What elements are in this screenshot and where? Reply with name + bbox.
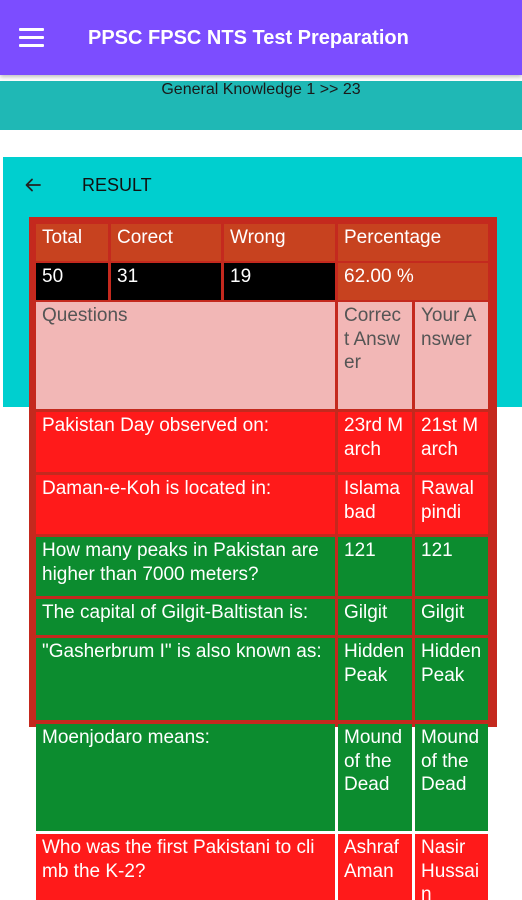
summary-percentage-value: 62.00 % xyxy=(338,263,488,300)
question-cell: Daman-e-Koh is located in: xyxy=(36,475,335,534)
question-cell: "Gasherbrum I" is also known as: xyxy=(36,638,335,720)
summary-wrong-value: 19 xyxy=(224,263,335,300)
summary-correct-value: 31 xyxy=(111,263,221,300)
hamburger-menu-icon[interactable] xyxy=(19,28,44,47)
your-answer-cell: 121 xyxy=(415,537,488,596)
app-bar xyxy=(0,0,522,75)
summary-total-value: 50 xyxy=(36,263,108,300)
question-cell: Moenjodaro means: xyxy=(36,724,335,831)
summary-header-correct: Corect xyxy=(111,224,221,261)
breadcrumb: General Knowledge 1 >> 23 xyxy=(161,81,361,98)
correct-answer-cell: 23rd March xyxy=(338,412,412,472)
column-header-your-answer: Your Answer xyxy=(415,302,488,409)
column-header-correct-answer: Correct Answer xyxy=(338,302,412,409)
question-cell: How many peaks in Pakistan are higher than 7000 meters? xyxy=(36,537,335,596)
result-title: RESULT xyxy=(82,175,152,195)
arrow-left-icon[interactable] xyxy=(24,176,42,194)
summary-header-percentage: Percentage xyxy=(338,224,488,261)
your-answer-cell: Mound of the Dead xyxy=(415,724,488,831)
your-answer-cell: 21st March xyxy=(415,412,488,472)
summary-header-total: Total xyxy=(36,224,108,261)
question-cell: The capital of Gilgit-Baltistan is: xyxy=(36,599,335,635)
summary-header-wrong: Wrong xyxy=(224,224,335,261)
correct-answer-cell: Ashraf Aman xyxy=(338,834,412,900)
your-answer-cell: Hidden Peak xyxy=(415,638,488,720)
app-title: PPSC FPSC NTS Test Preparation xyxy=(88,27,409,49)
question-cell: Who was the first Pakistani to climb the K-2? xyxy=(36,834,335,900)
your-answer-cell: Nasir Hussain xyxy=(415,834,488,900)
correct-answer-cell: Gilgit xyxy=(338,599,412,635)
correct-answer-cell: 121 xyxy=(338,537,412,596)
correct-answer-cell: Islamabad xyxy=(338,475,412,534)
your-answer-cell: Rawalpindi xyxy=(415,475,488,534)
correct-answer-cell: Mound of the Dead xyxy=(338,724,412,831)
your-answer-cell: Gilgit xyxy=(415,599,488,635)
column-header-questions: Questions xyxy=(36,302,335,409)
question-cell: Pakistan Day observed on: xyxy=(36,412,335,472)
correct-answer-cell: Hidden Peak xyxy=(338,638,412,720)
